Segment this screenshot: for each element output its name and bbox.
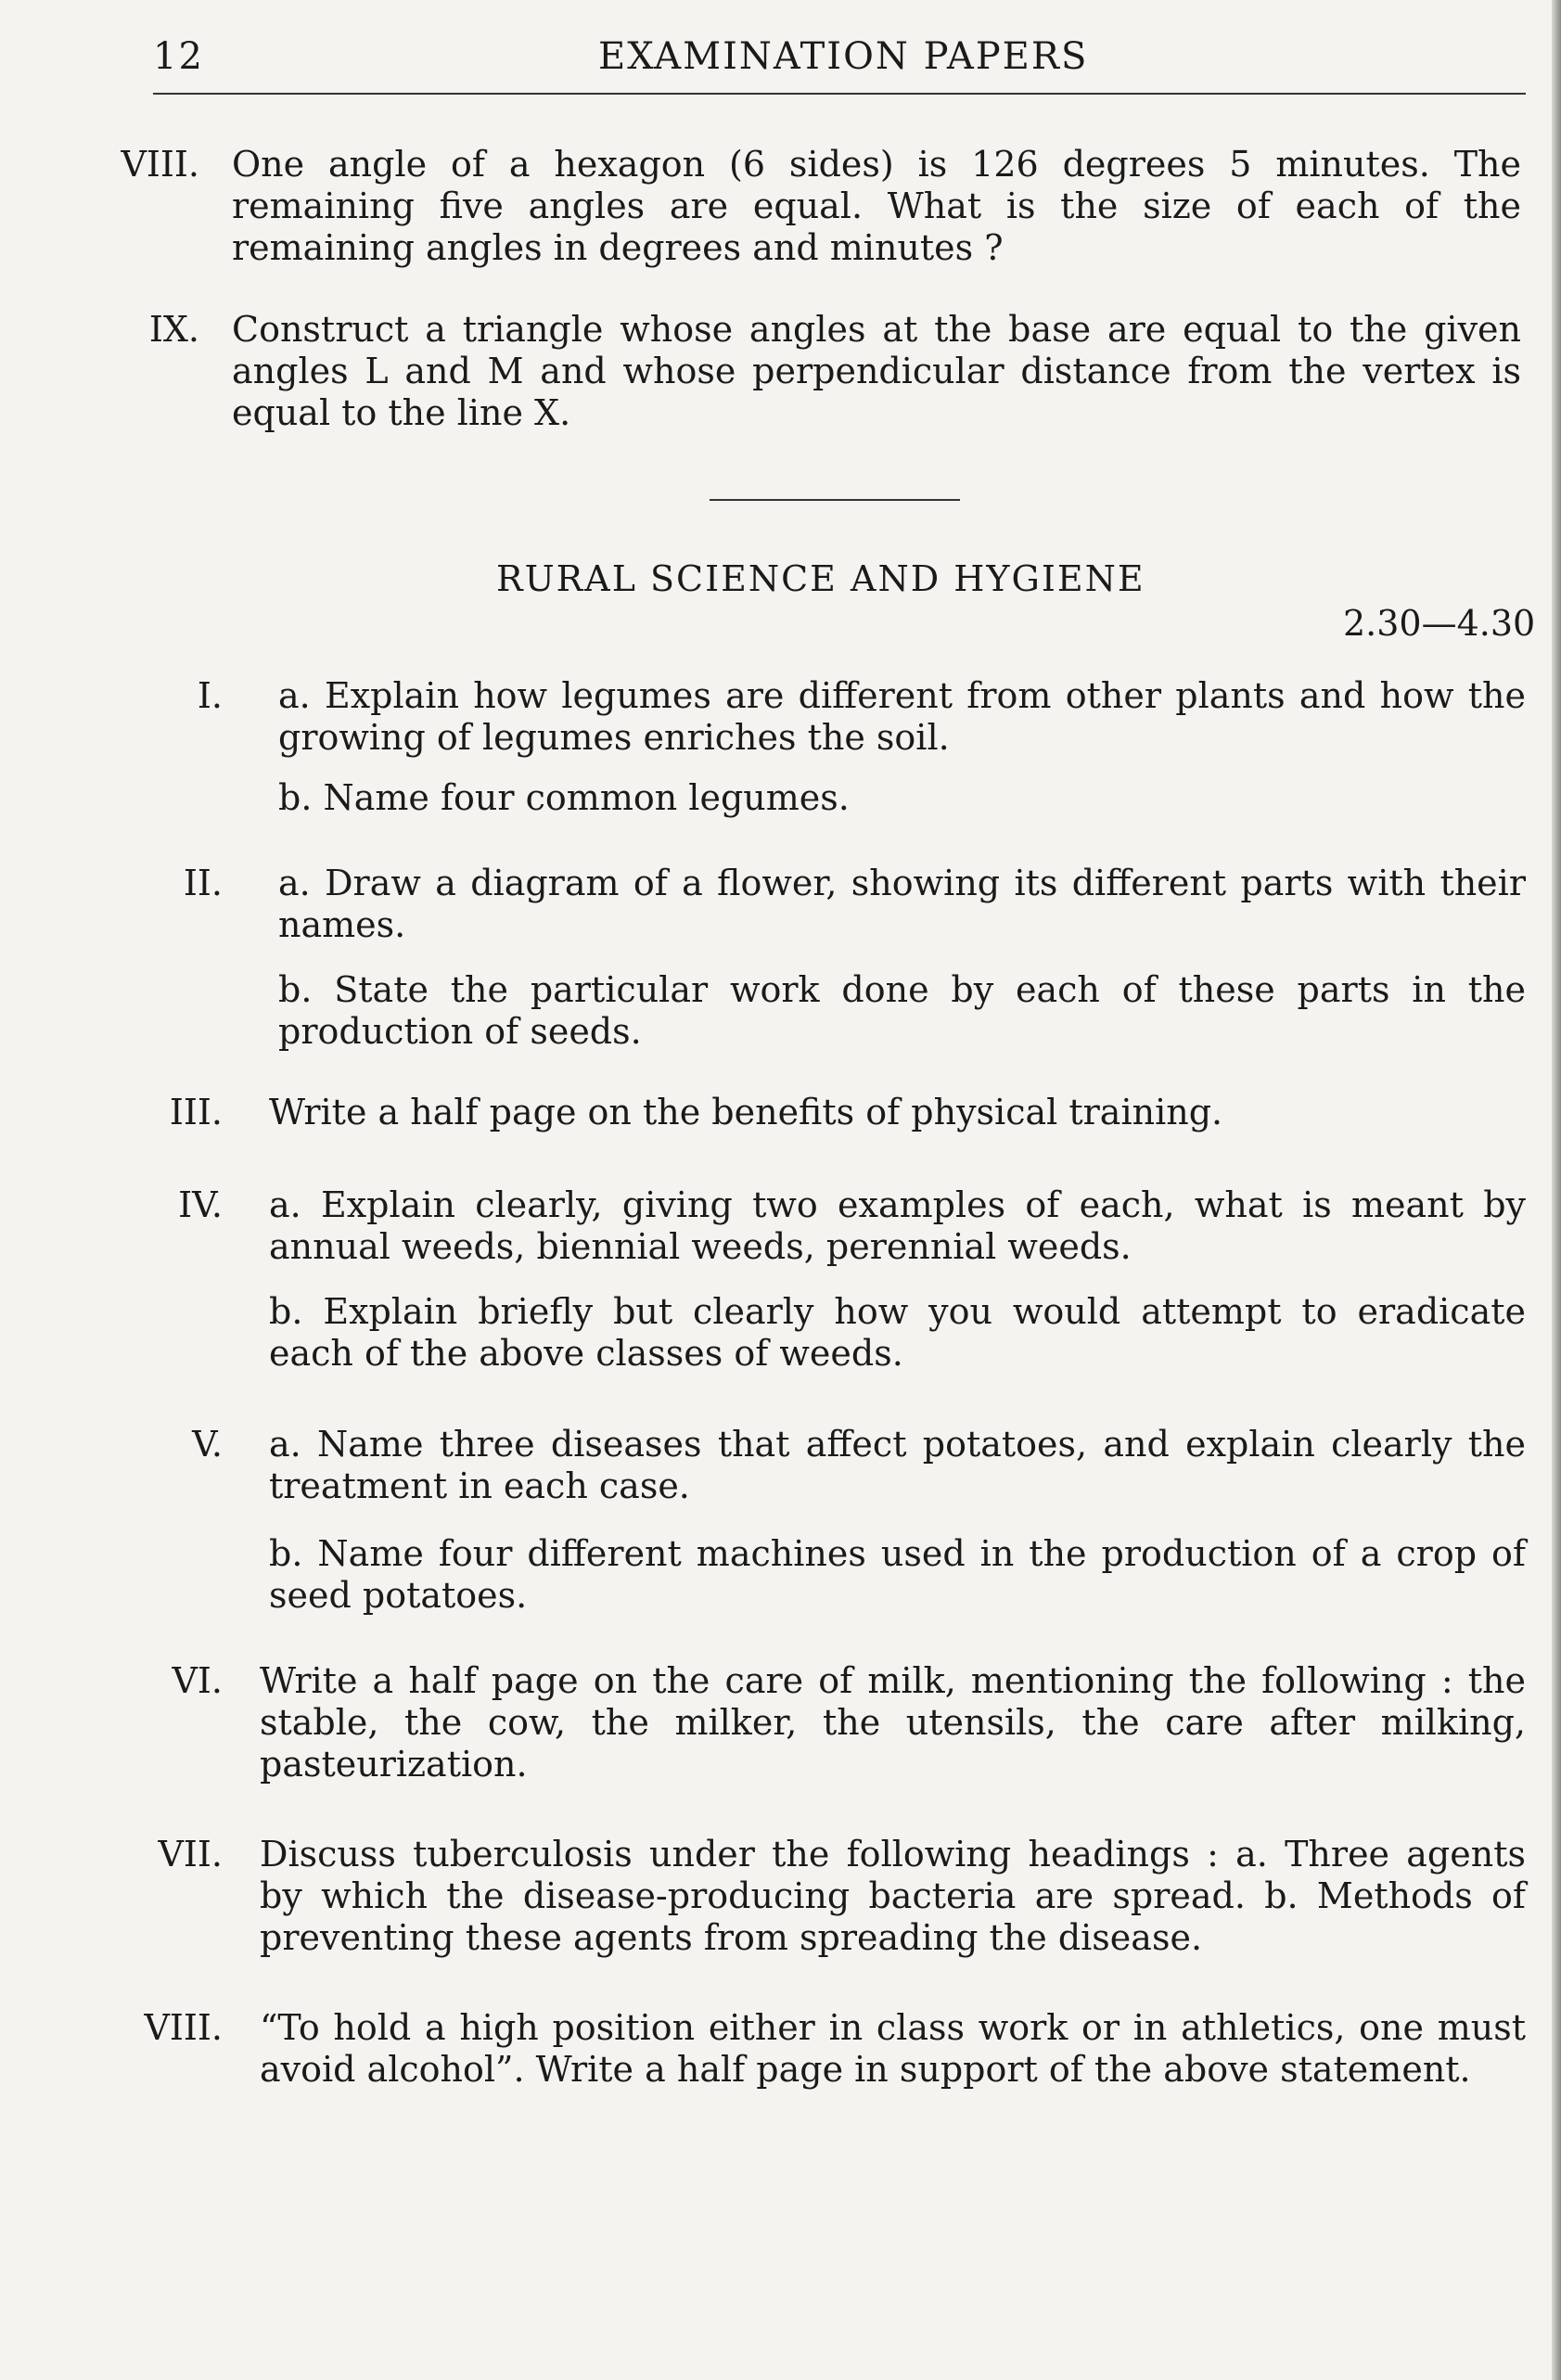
- question-number: IV.: [178, 1184, 223, 1225]
- question-part-a: a. Explain how legumes are different from other plants and how the growing of legumes enriches the soil.: [278, 675, 1526, 758]
- section-time: 2.30—4.30: [1343, 603, 1536, 644]
- question-text: Write a half page on the care of milk, mentioning the following : the stable, the cow, the milker, the utensils, the care after milking, pasteurization.: [260, 1660, 1526, 1785]
- question-3: [139, 1092, 1530, 1138]
- question-7: [139, 1834, 1530, 1964]
- page-number: 12: [153, 35, 204, 78]
- question-part-b: b. Name four different machines used in the production of a crop of seed potatoes.: [269, 1533, 1526, 1616]
- question-2: [139, 863, 1530, 1057]
- question-8: [139, 2007, 1530, 2137]
- question-number: IX.: [148, 309, 199, 350]
- question-text: Discuss tuberculosis under the following headings : a. Three agents by which the disease-producing bacteria are spread. b. Methods of preventing these agents from spreading the disease.: [260, 1834, 1526, 1958]
- running-head-title: EXAMINATION PAPERS: [598, 35, 1089, 78]
- question-part-a: a. Draw a diagram of a flower, showing its different parts with their names.: [278, 863, 1526, 945]
- header-rule: [153, 93, 1526, 95]
- question-number: VIII.: [144, 2007, 223, 2048]
- question-text: Write a half page on the benefits of physical training.: [269, 1092, 1223, 1132]
- question-number: I.: [197, 675, 223, 716]
- question-part-a: a. Explain clearly, giving two examples of each, what is meant by annual weeds, biennial weeds, perennial weeds.: [269, 1184, 1526, 1267]
- question-6: [139, 1660, 1530, 1790]
- running-head: [153, 35, 1526, 91]
- question-number: VII.: [158, 1834, 223, 1875]
- question-4: [139, 1184, 1530, 1379]
- section-separator: [710, 499, 960, 501]
- section-title: RURAL SCIENCE AND HYGIENE: [496, 558, 1145, 599]
- question-1: [139, 675, 1530, 824]
- geometry-question-8: [111, 144, 1521, 274]
- geometry-question-9: [111, 309, 1521, 439]
- question-part-b: b. Name four common legumes.: [278, 777, 850, 818]
- book-spine-shadow: [1552, 0, 1561, 2380]
- question-text: One angle of a hexagon (6 sides) is 126 degrees 5 minutes. The remaining five angles are equal. What is the size of each of the remaining angles in degrees and minutes ?: [232, 144, 1521, 268]
- question-number: III.: [169, 1092, 223, 1132]
- question-number: VIII.: [121, 144, 199, 185]
- question-part-b: b. State the particular work done by each of these parts in the production of seeds.: [278, 969, 1526, 1052]
- question-part-a: a. Name three diseases that affect potatoes, and explain clearly the treatment in each case.: [269, 1424, 1526, 1506]
- question-number: VI.: [172, 1660, 223, 1701]
- question-text: “To hold a high position either in class work or in athletics, one must avoid alcohol”. Write a half page in support of the above statement.: [260, 2007, 1526, 2090]
- question-number: II.: [183, 863, 223, 903]
- question-number: V.: [192, 1424, 223, 1465]
- question-text: Construct a triangle whose angles at the base are equal to the given angles L and M and whose perpendicular distance from the vertex is equal to the line X.: [232, 309, 1521, 433]
- question-part-b: b. Explain briefly but clearly how you would attempt to eradicate each of the above classes of weeds.: [269, 1291, 1526, 1374]
- question-5: [139, 1424, 1530, 1619]
